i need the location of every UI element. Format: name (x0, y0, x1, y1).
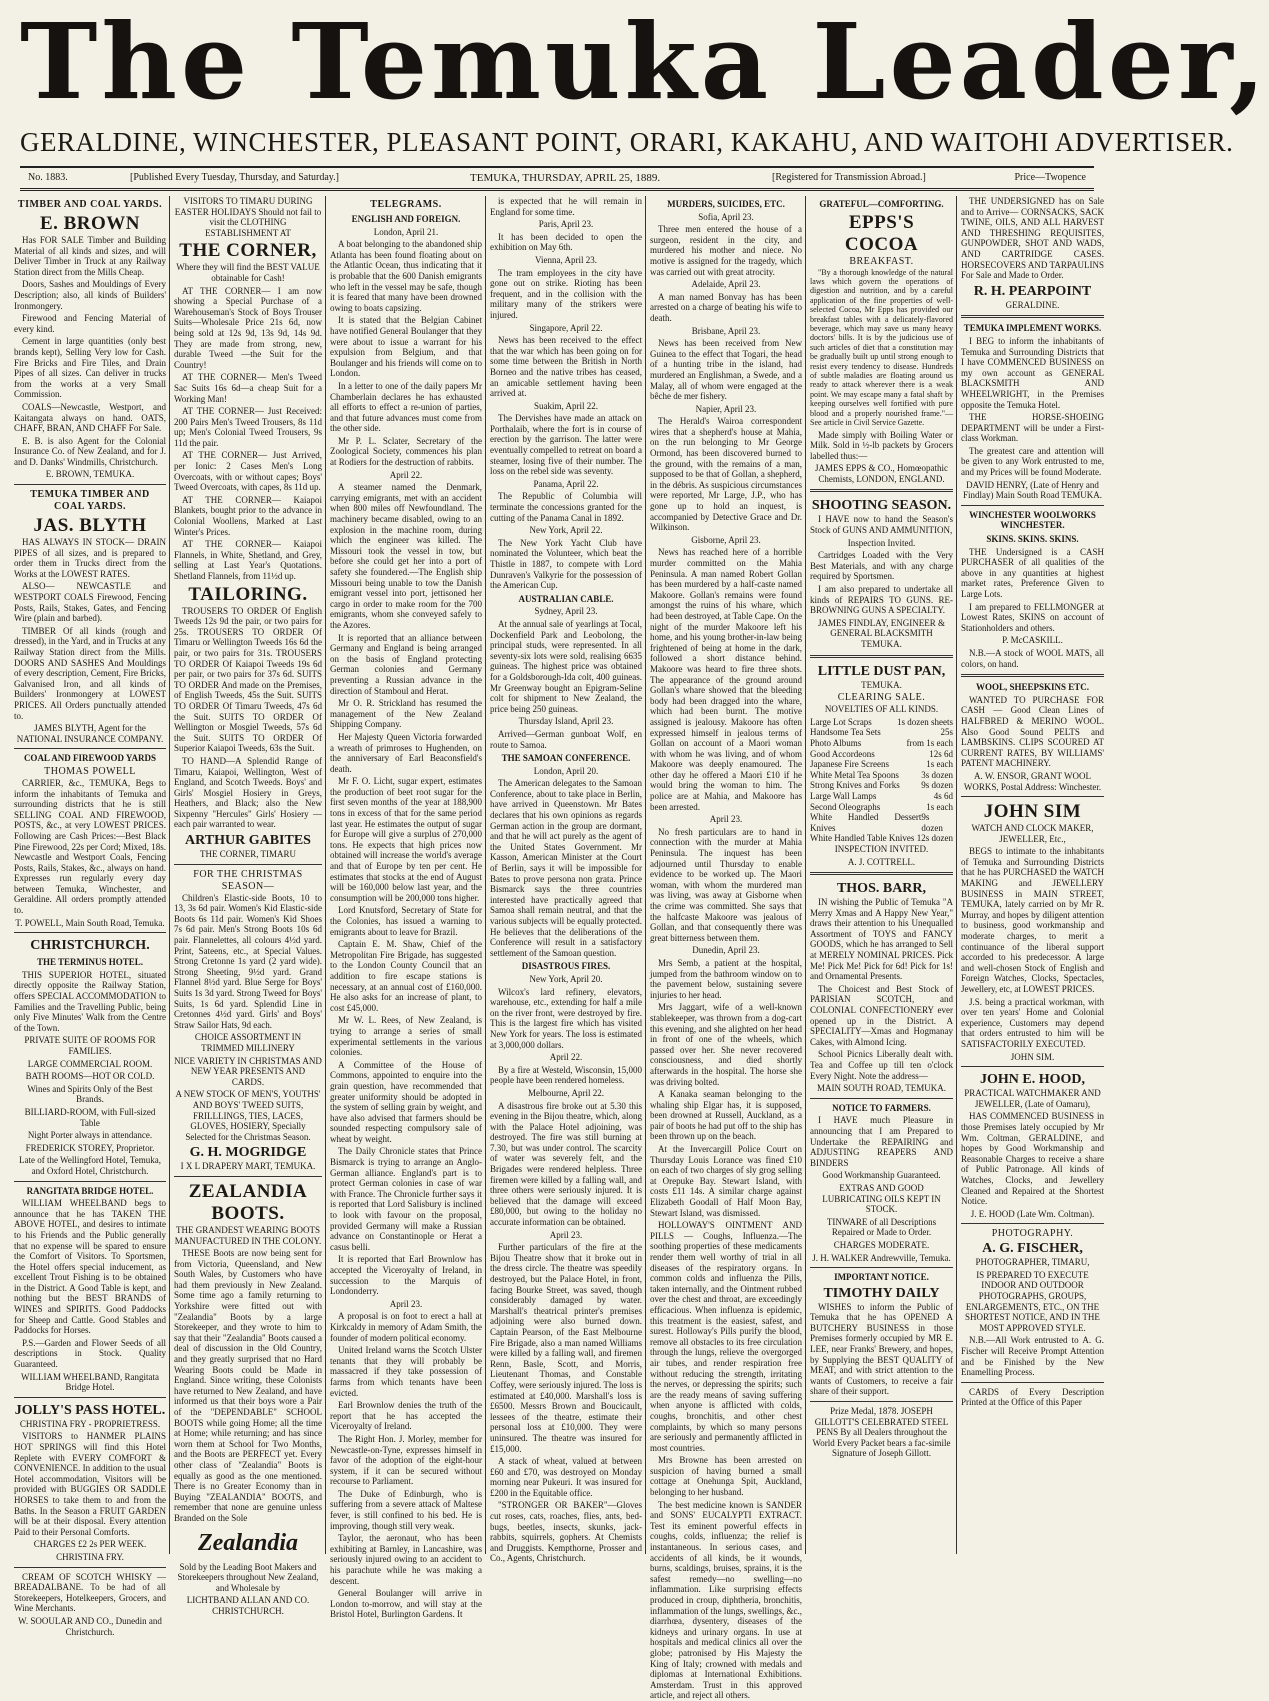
ad-text: AT THE CORNER— Just Arrived, per Ionic: 2 Cases Men's Long Overcoats, with or without capes; Boys' Tweed Overcoats, with capes, 8s 11d up. (174, 450, 322, 493)
ad-text: PHOTOGRAPHER, TIMARU, (975, 1257, 1090, 1268)
ad-text: HAS COMMENCED BUSINESS in those Premises lately occupied by Mr Wm. Coltman, GERALDINE, and hopes by Good Workmanship and Reasonable Charges to receive a share of Public Patronage. All kinds of Watches, Clocks, and Jewellery Cleaned and Repaired at the Shortest Notice. (961, 1111, 1104, 1207)
section-heading: MURDERS, SUICIDES, ETC. (667, 199, 785, 209)
masthead (0, 0, 1269, 200)
price-list-item: Photo Albums (810, 737, 862, 748)
ad-text: IS PREPARED TO EXECUTE INDOOR AND OUTDOOR PHOTOGRAPHS, GROUPS, ENLARGEMENTS, ETC., ON THE SHORTEST NOTICE, AND IN THE MOST APPROVED STYLE. (965, 1269, 1100, 1333)
dateline: Gisborne, April 23. (691, 534, 761, 545)
ad-text: AT THE CORNER— Kaiapoi Blankets, bought prior to the advance in Colonial Woollens, Marked at Last Winter's Prices. (174, 494, 322, 537)
dateline: Adelaide, April 23. (691, 279, 761, 290)
article-text: The Duke of Edinburgh, who is suffering from a severe attack of Maltese fever, is still confined to his bed. He is improving, though still very weak. (330, 1488, 482, 1531)
ad-text: VISITORS to HANMER PLAINS HOT SPRINGS will find this Hotel Replete with EVERY COMFORT & CONVENIENCE. In addition to the usual Hotel accommodation, Visitors will be provided with BUGGIES OR SADDLE HORSES to take them to and from the Baths. In the Season a FRUIT GARDEN will be at their disposal. Every attention Paid to their Personal Comforts. (14, 1431, 166, 1537)
ad-text: N.B.—All Work entrusted to A. G. Fischer will Receive Prompt Attention and be Finished by the New Enamelling Process. (961, 1335, 1104, 1378)
section-heading: DISASTROUS FIRES. (521, 961, 611, 972)
price-list-price: from 1s each (906, 737, 953, 748)
article-text: Further particulars of the fire at the Bijou Theatre show that it broke out in the dress circle. The theatre was speedily destroyed, but the Palace Hotel, in front, facing Bourke Street, was saved, though considerably damaged by water. Marshall's theatrical printer's premises adjoining were also burned down. Captain Pearson, of the East Melbourne Fire Brigade, also a man named Williams were killed by a falling wall, and firemen Renn, Basle, Scott, and Morris, Lieutenant Thomas, and Constable Coffey, were seriously injured. The loss is estimated at £40,000. Marshall's loss is £6500. Messrs Brown and Boucicault, lessees of the theatre, estimate their personal loss at £10,000. They were uninsured. The theatre was insured for £15,000. (490, 1242, 642, 1454)
column-1 (14, 196, 166, 1637)
divider (14, 1397, 166, 1398)
article-text: is expected that he will remain in England for some time. (490, 196, 642, 217)
article-text: News has reached here of a horrible murder committed on the Mahia Peninsula. A man named Robert Gollan has been murdered by a half-caste named Makoore. Gollan's remains were found amongst the ruins of his whare, which had been destroyed, at Table Cape. On the night of the murder Makoore left his home, and his young brother-in-law being frightened of being at home in the dark, followed a short distance behind. Makoore was heard to fire three shots. The appearance of the ground around Gollan's whare showed that the bleeding body had been dragged into the whare, which had been burnt. The motive assigned is jealousy. Makoore has often expressed himself in jealous terms of Gollan on account of a Maori woman with whom he was living, and of whom Makoore was deeply enamoured. The other day he offered a Maori £10 if he would bring the woman to him. The police are at Mahia, and Makoore has been arrested. (650, 547, 802, 812)
article-text: Taylor, the aeronaut, who has been exhibiting at Barnley, in Lancashire, was seriously injured owing to an accident to his parachute while he was making a descent. (330, 1533, 482, 1586)
ad-title: G. H. MOGRIDGE (189, 1145, 307, 1161)
column-7 (956, 196, 1104, 1554)
newspaper-title: The Temuka Leader, (20, 0, 1269, 123)
ad-text: A NEW STOCK OF MEN'S, YOUTHS' AND BOYS' TWEED SUITS, FRILLLINGS, TIES, LACES, GLOVES, HOSIERY, Specially Selected for the Christmas Season. (175, 1089, 321, 1142)
ad-text: PRIVATE SUITE OF ROOMS FOR FAMILIES. (24, 1035, 156, 1056)
price-list-row (810, 759, 953, 770)
ad-text: I BEG to inform the inhabitants of Temuka and Surrounding Districts that I have COMMENCED BUSINESS on my own account as GENERAL BLACKSMITH AND WHEELWRIGHT, in the Premises opposite the Temuka Hotel. (961, 335, 1104, 410)
ad-text: VISITORS TO TIMARU DURING EASTER HOLIDAYS Should not fail to visit the CLOTHING ESTABLISHMENT AT (174, 196, 322, 238)
price-list-price: 9s dozen (921, 812, 943, 833)
ad-text: CHARGES £2 2s PER WEEK. (33, 1539, 147, 1550)
ad-title: SKINS. SKINS. SKINS. (986, 534, 1079, 545)
ad-title: THOMAS POWELL (44, 765, 136, 777)
ad-text: THESE Boots are now being sent for from Victoria, Queensland, and New South Wales, by Customers who have had them previously in New Zealand. Some time ago a family returning to Yorkshire were fitted out with "Zealandia" Boots by a large Storekeeper, and they wrote to him to say that their "Zealandia" Boots caused a deal of discussion in the Old Country, and they greatly surprised that no Hard Wearing Boots could be Made in England. Since writing, these Colonists have returned to New Zealand, and have informed us that their boys wore a Pair of the "DEPENDABLE" SCHOOL BOOTS while going Home; all the time at Home; while returning; and has since worn them at School for Two Months, and the Boots are PERFECT yet. Every other class of "Zealandia" Boots is equally as good as the one mentioned. There is no Greater Economy than in Buying "ZEALANDIA" BOOTS, and remember that none are genuine unless Branded on the Sole (174, 1248, 322, 1523)
article-text: At the Invercargill Police Court on Thursday Louis Lorance was fined £10 on each of two charges of sly grog selling at Orepuke Bay. Stewart Island, with costs £11 14s. A similar charge against Elizabeth Goodall of Half Moon Bay, Stewart Island, was dismissed. (650, 1144, 802, 1218)
article-text: A boat belonging to the abandoned ship Atlanta has been found floating about on the Atlantic Ocean, thus indicating that it is probable that the 600 Danish emigrants who left in the vessel may be safe, though it is feared that many have been drowned owing to boats capsizing. (330, 239, 482, 313)
ad-signature: JAMES FINDLAY, ENGINEER & GENERAL BLACKSMITH TEMUKA. (817, 617, 945, 649)
ad-title: TEMUKA IMPLEMENT WORKS. (963, 323, 1102, 334)
price-list-item: White Metal Tea Spoons (810, 769, 899, 780)
column-6 (805, 196, 953, 1554)
ad-title: THOS. BARR, (836, 881, 927, 897)
ad-text: AT THE CORNER— I am now showing a Special Purchase of a Warehouseman's Stock of Boys Trouser Suits—Wholesale Price 21s 6d, now being sold at 12s 9d, 13s 9d, 14s 9d. They are made from strong, new, durable Tweed —the Suit for the Country! (174, 285, 322, 370)
article-text: HOLLOWAY'S OINTMENT AND PILLS — Coughs, Influenza.—The soothing properties of these medicaments render them well worthy of trial in all diseases of the respiratory organs. In common colds and influenza the Pills, taken internally, and the Ointment rubbed over the chest and throat, are exceedingly efficacious. When influenza is epidemic, this treatment is the easiest, safest, and surest. Holloway's Pills purify the blood, remove all obstacles to its free circulation through the lungs, relieve the overgorged air tubes, and render respiration free without reducing the strength, irritating the nerves, or depressing the spirits; such are the ready means of saving suffering when anyone is afflicted with colds, coughs, bronchitis, and other chest complaints, by which so many persons are seriously and permanently afflicted in most countries. (650, 1220, 802, 1453)
registration-note: [Registered for Transmission Abroad.] (772, 172, 926, 183)
ad-title: JOLLY'S PASS HOTEL. (14, 1402, 166, 1418)
ad-text: NICE VARIETY IN CHRISTMAS AND NEW YEAR PRESENTS AND CARDS. (174, 1055, 322, 1087)
ad-signature: MAIN SOUTH ROAD, TEMUKA. (816, 1083, 947, 1094)
ad-text: J.S. being a practical workman, with over ten years' Home and Colonial experience, Customers may depend that orders entrusted to him will be SATISFACTORILY EXECUTED. (961, 996, 1104, 1049)
column-2 (169, 196, 322, 1616)
article-text: Mr W. L. Rees, of New Zealand, is trying to arrange a series of small experimental settlements in the various colonies. (330, 1015, 482, 1058)
publication-schedule: [Published Every Tuesday, Thursday, and Saturday.] (130, 172, 339, 183)
ad-text: The Choicest and Best Stock of PARISIAN SCOTCH, and COLONIAL CONFECTIONERY ever opened up in the District. A SPECIALITY—Xmas and Hogmanay Cakes, with Almond Icing. (810, 983, 953, 1047)
ad-text: TINWARE of all Descriptions Repaired or Made to Order. (826, 1216, 937, 1238)
divider (174, 1176, 322, 1177)
zealandia-brand-logo: Zealandia (198, 1529, 298, 1556)
price-list-price: 12s dozen (916, 833, 953, 844)
ad-signature: J. H. WALKER Andrewville, Temuka. (812, 1252, 951, 1263)
ad-text: Doors, Sashes and Mouldings of Every Description; also, all kinds of Builders' Ironmongery. (14, 279, 166, 311)
ad-text: Wines and Spirits Only of the Best Brands. (27, 1083, 153, 1105)
price-list-item: Japanese Fire Screens (810, 759, 889, 770)
ad-text: Night Porter always in attendance. (27, 1130, 153, 1141)
ad-text: CREAM OF SCOTCH WHISKY — BREADALBANE. To be had of all Storekeepers, Hotelkeepers, Grocers, and Wine Merchants. (14, 1571, 166, 1614)
article-text: A disastrous fire broke out at 5.30 this evening in the Bijou theatre, which, along with the Palace Hotel adjoining, was destroyed. The fire was still burning at 7.30, but was under control. The scarcity of water was severely felt, and the Brigades were rendered helpless. Three firemen were killed by a falling wall, and three others were seriously injured. It is believed that the damage will exceed £80,000, but owing to the holiday no accurate information can be obtained. (490, 1100, 642, 1228)
divider (810, 489, 953, 492)
ad-heading: FOR THE CHRISTMAS SEASON— (193, 868, 303, 892)
ad-text: THE GRANDEST WEARING BOOTS MANUFACTURED IN THE COLONY. (174, 1224, 322, 1246)
article-text: Mrs Jaggart, wife of a well-known stablekeeper, was thrown from a dog-cart this evening, and she alighted on her head in front of one of the wheels, which passed over her. She never recovered consciousness, and died shortly afterwards in the hospital. The horse she was driving bolted. (650, 1002, 802, 1087)
price-list-price: 1s dozen sheets (897, 716, 953, 727)
price: Price—Twopence (1014, 172, 1086, 183)
ad-text: Children's Elastic-side Boots, 10 to 13, 3s 6d pair. Women's Kid Elastic-side Boots 6s 11d pair. Women's Kid Shoes 7s 6d pair. Men's Strong Boots 10s 6d pair. Flannelettes, all colours 4½d yard. Print, Sateens, etc., at Special Values. Strong Cretonne 1s yard (2 yard wide). Strong Sheeting, 9½d yard. Grand Flannel 8½d yard. Blue Serge for Boys' Suits 1s 3d yard. Strong Tweed for Boys' Suits, 1s 6d yard. Splendid Line in Cretonnes 4½d yard. Girls' and Boys' Straw Sailor Hats, 9d each. (174, 892, 322, 1030)
price-list-price: 4s 6d (933, 790, 953, 801)
ad-title: ARTHUR GABITES (185, 833, 311, 849)
divider (961, 505, 1104, 506)
ad-title: EPPS'S COCOA (844, 211, 919, 255)
ad-text: I HAVE now to hand the Season's Stock of GUNS AND AMMUNITION, (810, 514, 953, 536)
ad-heading: CLEARING SALE. (837, 692, 926, 704)
price-list-price: 1s each (926, 801, 953, 812)
article-text: General Boulanger will arrive in London to-morrow, and will stay at the Bristol Hotel, Burlington Gardens. It (330, 1588, 482, 1620)
ad-signature: LICHTBAND ALLAN AND CO. CHRISTCHURCH. (186, 1595, 310, 1616)
divider (14, 1567, 166, 1568)
ad-title: TAILORING. (188, 583, 308, 605)
article-text: Lord Knutsford, Secretary of State for the Colonies, has issued a warning to emigrants about to leave for Brazil. (330, 905, 482, 937)
dateline: Suakim, April 22. (533, 400, 598, 411)
divider (810, 872, 953, 875)
article-text: Mrs Browne has been arrested on suspicion of having burned a small cottage at Onehunga Spit, Auckland, belonging to her husband. (650, 1455, 802, 1498)
price-list-row (810, 717, 953, 728)
article-text: The American delegates to the Samoan Conference, about to take place in Berlin, have arrived in Queenstown. Mr Bates declares that his own opinions as regards German action in the group are dormant, and that he will act purely as the agent of the United States Government. Mr Kasson, American Minister at the Court of Berlin, says it will be impossible for Bates to prove persona non grata. Prince Bismarck says the three countries interested have practically agreed that Samoa shall remain neutral, and that the various subjects will be equally protected. He believes that the deliberations of the Conference will result in a satisfactory settlement of the Samoan question. (490, 778, 642, 958)
ad-text: I am also prepared to undertake all kinds of REPAIRS TO GUNS. RE-BROWNING GUNS A SPECIALTY. (810, 584, 953, 616)
ad-signature: JAMES EPPS & CO., Homœopathic Chemists, LONDON, ENGLAND. (814, 463, 948, 484)
dateline: Vienna, April 23. (535, 254, 597, 265)
dateline: Sofia, April 23. (698, 211, 754, 222)
ad-signature: JAMES BLYTH, Agent for the NATIONAL INSURANCE COMPANY. (16, 723, 164, 744)
article-text: At the annual sale of yearlings at Tocal, Dockenfield Park and Leobolong, the principal studs, were represented. In all seventy-six lots were sold, realising 6635 guineas. The highest price was obtained for a Goldsborough-Ida colt, 400 guineas. Mr Greenway bought an Epigram-Seline colt for shipment to New Zealand, the price being 250 guineas. (490, 618, 642, 714)
ad-text: Prize Medal, 1878. JOSEPH GILLOTT'S CELEBRATED STEEL PENS By all Dealers throughout the World Every Packet bears a fac-simile Signature of Joseph Gillott. (812, 1406, 951, 1459)
dateline: Sydney, April 23. (534, 606, 598, 617)
price-list-item: White Handled Dessert Knives (810, 812, 922, 833)
ad-text: Where they will find the BEST VALUE obtainable for Cash! (176, 262, 320, 283)
price-list-row (810, 802, 953, 813)
price-list-price: 3s dozen (921, 769, 953, 780)
divider (14, 484, 166, 485)
article-text: The tram employees in the city have gone out on strike. Rioting has been frequent, and in the collision with the military many of the strikers were injured. (490, 267, 642, 320)
price-list-price: 25s (940, 727, 953, 738)
ad-text: NOVELTIES OF ALL KINDS. (824, 704, 939, 715)
ad-text: IN wishing the Public of Temuka "A Merry Xmas and A Happy New Year," draws their attention to his Unequalled Assortment of TOYS and FANCY GOODS, which he has arranged to Sell at MERELY NOMINAL PRICES. Pick Me! Pick Me! Pick for 6d! Pick for 1s! and Ornamental Presents. (810, 897, 953, 982)
article-text: A proposal is on foot to erect a hall at Kirkcaldy in memory of Adam Smith, the founder of modern political economy. (330, 1311, 482, 1343)
ad-signature: JOHN SIM. (1010, 1051, 1055, 1062)
price-list (810, 717, 953, 844)
article-text: The Herald's Wairoa correspondent wires that a shepherd's house at Mahia, on the run belonging to Mr George Ormond, has been discovered burned to the ground, with the remains of a man, supposed to be that of Gollan, a shepherd, in the débris. As suspicious circumstances were reported, Mr Large, J.P., who has gone up to hold an inquest, is accompanied by Detective Grace and Dr. Wilkinson. (650, 416, 802, 533)
article-text: Mrs Semb, a patient at the hospital, jumped from the bathroom window on to the pavement below, sustaining severe injuries to her head. (650, 957, 802, 1000)
divider (961, 1382, 1104, 1383)
ad-heading: TIMBER AND COAL YARDS. (17, 199, 163, 210)
article-text: Mr P. L. Sclater, Secretary of the Zoological Society, commences his plan at Rodiers for the destruction of rabbits. (330, 435, 482, 468)
article-text: By a fire at Westeld, Wisconsin, 15,000 people have been rendered homeless. (490, 1064, 642, 1086)
ad-signature: WILLIAM WHEELBAND, Rangitata Bridge Hotel. (20, 1371, 160, 1393)
ad-text: THE HORSE-SHOEING DEPARTMENT will be under a First-class Workman. (961, 412, 1104, 444)
article-text: Earl Brownlow denies the truth of the report that he has accepted the Viceroyalty of Ireland. (330, 1400, 482, 1432)
divider (810, 1401, 953, 1402)
ad-text: INSPECTION INVITED. (834, 843, 929, 854)
section-heading: AUSTRALIAN CABLE. (518, 593, 614, 604)
ad-title: CHRISTCHURCH. (30, 938, 150, 954)
column-4 (485, 196, 642, 1564)
ad-text: P.S.—Garden and Flower Seeds of all descriptions in Stock. Quality Guaranteed. (14, 1337, 166, 1370)
ad-signature: A. J. COTTRELL. (847, 856, 916, 867)
ad-text: Has FOR SALE Timber and Building Material of all kinds and sizes, and will Deliver Timber in Truck at any Railway Station direct from the Mills Cheap. (14, 235, 166, 277)
ad-title: R. H. PEARPOINT (973, 283, 1092, 299)
ad-signature: E. BROWN, TEMUKA. (45, 469, 135, 480)
ad-title: WOOL, SHEEPSKINS ETC. (975, 682, 1090, 693)
ad-title: ZEALANDIA BOOTS. (188, 1180, 308, 1224)
ad-text: AT THE CORNER— Kaiapoi Flannels, in White, Shetland, and Grey, selling at Last Year's Quotations. Shetland Flannels, from 11½d up. (174, 539, 322, 581)
dateline: London, April 20. (533, 765, 599, 776)
dateline: April 23. (389, 1298, 423, 1309)
article-text: It has been decided to open the exhibition on May 6th. (490, 231, 642, 253)
ad-text: LARGE COMMERCIAL ROOM. (27, 1058, 153, 1069)
ad-text: THE Undersigned is a CASH PURCHASER of all qualities of the above in any quantities at highest market rates, Preference Given to Large Lots. (961, 546, 1104, 599)
ad-text: AT THE CORNER— Men's Tweed Sac Suits 16s 6d—a cheap Suit for a Working Man! (174, 372, 322, 404)
ad-text: WATCH AND CLOCK MAKER, JEWELLER, Etc., (971, 823, 1094, 844)
article-text: It is reported that an alliance between Germany and England is being arranged on the basis of England protecting German colonies and Germany preventing a Russian advance in the direction of Stamboul and Herat. (330, 632, 482, 696)
price-list-row (810, 738, 953, 749)
ad-signature: CHRISTINA FRY. (56, 1551, 124, 1562)
price-list-item: Large Wall Lamps (810, 790, 877, 801)
ad-text: HAS ALWAYS IN STOCK— DRAIN PIPES of all sizes, and is prepared to order them in Trucks direct from the Works at the LOWEST RATES. (14, 537, 166, 579)
article-text: The Republic of Columbia will terminate the concessions granted for the cutting of the Panama Canal in 1892. (490, 491, 642, 523)
ad-text: Firewood and Fencing Material of every kind. (14, 313, 166, 334)
dateline: Brisbane, April 23. (691, 325, 761, 336)
article-text: Mr O. R. Strickland has resumed the management of the New Zealand Shipping Company. (330, 698, 482, 730)
ad-text: Made simply with Boiling Water or Milk. Sold in ½-lb packets by Grocers labelled thus:— (810, 429, 953, 461)
ad-text: COALS—Newcastle, Westport, and Kaitangata always on hand. OATS, CHAFF, BRAN, AND CHAFF For Sale. (14, 401, 166, 434)
article-text: A man named Bonvay has has been arrested on a charge of beating his wife to death. (650, 291, 802, 323)
divider (961, 1223, 1104, 1224)
price-list-row (810, 770, 953, 781)
article-text: A stack of wheat, valued at between £60 and £70, was destroyed on Monday morning near Pukeuri. It was insured for £200 in the Equitable office. (490, 1456, 642, 1498)
divider (961, 1066, 1104, 1067)
ad-text: EXTRAS AND GOOD LUBRICATING OILS KEPT IN STOCK. (822, 1182, 941, 1215)
article-text: The Daily Chronicle states that Prince Bismarck is trying to arrange an Anglo-German alliance. England's part is to protect German colonies in case of war with France. The Chronicle further says it is reported that Lord Salisbury is inclined to look with favour on the proposal, provided Germany will make a Russian advance on Constantinople or Herat a casus belli. (330, 1146, 482, 1252)
ad-signature: A. W. ENSOR, GRANT WOOL WORKS, Postal Address: Winchester. (963, 770, 1102, 792)
article-text: No fresh particulars are to hand in connection with the murder at Mahia Peninsula. The inquest has been adjourned until Thursday to enable evidence to be worked up. The Maori woman, with whom the murdered man was living, was away at Gisborne when the crime was committed. She says that the halfcaste Makoore was jealous of Gollan, and that consequently there was great bitterness between them. (650, 826, 802, 943)
ad-text: THE UNDERSIGNED has on Sale and to Arrive— CORNSACKS, SACK TWINE, OILS, AND ALL HARVEST AND THRESHING REQUISITES, GUNPOWDER, SHOT AND WADS, AND CARTRIDGE CASES. HORSECOVERS AND TARPAULINS For Sale and Made to Order. (961, 196, 1104, 281)
article-text: Wilcox's lard refinery, elevators, warehouse, etc., extending for half a mile on the river front, were destroyed by fire. This is the largest fire which has visited New York for years. The loss is estimated at 3,000,000 dollars. (490, 986, 642, 1050)
ad-title: SHOOTING SEASON. (811, 498, 952, 514)
article-text: Mr F. O. Licht, sugar expert, estimates the production of beet root sugar for the first seven months of the year at 188,900 tons in excess of that for the same period last year. He estimates the output of sugar for Europe will give a surplus of 270,000 tons. He expects that high prices now obtained will increase the world's average and that of Europe by ten per cent. He estimates that stocks at the end of August will be 160,000 below last year, and the consumption will be 200,000 tons higher. (330, 776, 482, 903)
price-list-item: White Handled Table Knives (810, 833, 915, 844)
divider (810, 1267, 953, 1268)
divider (14, 748, 166, 749)
article-text: It is reported that Earl Brownlow has accepted the Viceroyalty of Ireland, in succession to the Marquis of Londonderry. (330, 1254, 482, 1297)
divider (961, 315, 1104, 318)
ad-text: Sold by the Leading Boot Makers and Storekeepers throughout New Zealand, and Wholesale by (177, 1561, 319, 1593)
article-text: The best medicine known is SANDER and SONS' EUCALYPTI EXTRACT. Test its eminent powerful effects in coughs, colds, influenza; the relief is instantaneous. In serious cases, and accidents of all kinds, be it wounds, burns, scaldings, bruises, sprains, it is the safest remedy—no swelling—no inflammation. Like surprising effects produced in croup, diphtheria, bronchitis, inflammation of the lungs, swellings, &c., diarrhœa, dysentery, diseases of the kidneys and urinary organs. In use at hospitals and medical clinics all over the globe; patronised by His Majesty the King of Italy; crowned with medals and diplomas at International Exhibitions. Amsterdam. Trust in this approved article, and reject all others. (650, 1499, 802, 1701)
ad-text: TROUSERS TO ORDER Of English Tweeds 12s 9d the pair, or two pairs for 25s. TROUSERS TO ORDER Of Timaru or Wellington Tweeds 16s 6d the pair, or two pairs for 31s. TROUSERS TO ORDER Of Kaiapoi Tweeds 19s 6d per pair, or two pairs for 37s 6d. SUITS TO ORDER And made on the Premises, of English Tweeds, 45s the Suit. SUITS TO ORDER Of Timaru Tweeds, 47s 6d the Suit. SUITS TO ORDER Of Wellington or Mosgiel Tweeds, 57s 6d the Suit. SUITS TO ORDER Of Superior Kaiapoi Tweeds, 63s the Suit. (174, 605, 322, 754)
ad-text: TEMUKA. (861, 679, 902, 690)
price-list-item: Second Oleographs (810, 801, 881, 812)
ad-heading: NOTICE TO FARMERS. (832, 1102, 931, 1113)
dateline: New York, April 20. (529, 973, 603, 984)
ad-title: JOHN E. HOOD, (979, 1072, 1085, 1088)
price-list-item: Handsome Tea Sets (810, 727, 881, 738)
ad-text: The greatest care and attention will be given to any Work entrusted to me, and my Prices will be found Moderate. (961, 445, 1104, 478)
ad-signature: T. POWELL, Main South Road, Temuka. (15, 917, 165, 928)
ad-text: Good Workmanship Guaranteed. (822, 1170, 941, 1181)
ad-text: Late of the Wellingford Hotel, Temuka, and Oxford Hotel, Christchurch. (18, 1155, 162, 1176)
article-text: A Committee of the House of Commons, appointed to enquire into the grain question, have recommended that greater uniformity should be adopted in the system of selling grain by weight, and have also advised that farmers should be sounded respecting compulsory sale of wheat by weight. (330, 1059, 482, 1144)
dateline: Napier, April 23. (695, 403, 757, 414)
ad-text: School Picnics Liberally dealt with. Tea and Coffee up till ten o'clock Every Night. Note the address— (810, 1049, 953, 1081)
issue-number: No. 1883. (28, 172, 68, 183)
ad-text: Inspection Invited. (847, 537, 916, 548)
issue-date: TEMUKA, THURSDAY, APRIL 25, 1889. (470, 172, 661, 184)
price-list-row (810, 780, 953, 791)
dateline: Melbourne, April 22. (528, 1087, 604, 1098)
price-list-item: Strong Knives and Forks (810, 780, 900, 791)
column-3 (325, 196, 482, 1620)
dateline: April 22. (389, 469, 423, 480)
ad-heading: PHOTOGRAPHY. (991, 1228, 1074, 1240)
dateline: New York, April 22. (529, 525, 603, 536)
ad-signature: I X L DRAPERY MART, TEMUKA. (180, 1161, 316, 1172)
dateline: April 23. (549, 1229, 583, 1240)
price-list-item: Large Lot Scraps (810, 716, 872, 727)
ad-text: AT THE CORNER— Just Received: 200 Pairs Men's Tweed Trousers, 8s 11d up; Men's Colonial Tweed Trousers, 9s 11d the pair. (174, 406, 322, 448)
ad-heading: THE TERMINUS HOTEL. (36, 957, 144, 968)
ad-text: THIS SUPERIOR HOTEL, situated directly opposite the Railway Station, offers SPECIAL ACCOMMODATION to Families and the Travelling Public, being only Five Minutes' Walk from the Centre of the Town. (14, 969, 166, 1033)
dateline (20, 166, 1094, 191)
section-subheading: ENGLISH AND FOREIGN. (351, 214, 461, 224)
dateline: Singapore, April 22. (529, 322, 603, 333)
divider (810, 655, 953, 658)
ad-text: "By a thorough knowledge of the natural laws which govern the operations of digestion and nutrition, and by a careful application of the fine properties of well-selected Cocoa, Mr Epps has provided our breakfast tables with a delicately-flavored beverage, which may save us many heavy doctors' bills. It is by the judicious use of such articles of diet that a constitution may be gradually built up until strong enough to resist every tendency to disease. Hundreds of subtle maladies are floating around us ready to attack wherever there is a weak point. We may escape many a fatal shaft by keeping ourselves well fortified with pure blood and a properly nourished frame."—See article in Civil Service Gazette. (810, 267, 953, 428)
price-list-row (810, 791, 953, 802)
article-text: Her Majesty Queen Victoria forwarded a wreath of primroses to Hughenden, on the anniversary of Earl Beaconsfield's death. (330, 731, 482, 774)
ad-signature: J. E. HOOD (Late Wm. Coltman). (970, 1208, 1095, 1219)
ad-text: TO HAND—A Splendid Range of Timaru, Kaiapoi, Wellington, West of England, and Scotch Tweeds. Boys' and Girls' Mosgiel Hosiery in Greys, Heathers, and Black; also the New Sixpenny "Hercules" Girls' Hosiery —each pair warranted to wear. (174, 755, 322, 830)
ad-heading: IMPORTANT NOTICE. (834, 1272, 929, 1283)
ad-text: WANTED TO PURCHASE FOR CASH — Good Clean Lines of HALFBRED & MERINO WOOL. Also Good Sound PELTS and LAMBSKINS. CLIPS SCOURED AT CURRENT RATES, BY WILLIAMS' PATENT MACHINERY. (961, 694, 1104, 769)
ad-signature: THE CORNER, TIMARU (199, 849, 297, 860)
article-text: Three men entered the house of a surgeon, resident in the city, and murdered his mother and niece. No motive is assigned for the tragedy, which was carried out with great atrocity. (650, 224, 802, 277)
price-list-price: 12s 6d (929, 748, 953, 759)
ad-text: E. B. is also Agent for the Colonial Insurance Co. of New Zealand, and for J. and D. Danks' Windmills, Christchurch. (14, 435, 166, 467)
ad-text: CARDS of Every Description Printed at the Office of this Paper (961, 1386, 1104, 1408)
ad-text: N.B.—A stock of WOOL MATS, all colors, on hand. (961, 647, 1104, 669)
article-text: United Ireland warns the Scotch Ulster tenants that they will probably be massacred if they take possession of farms from which tenants have been evicted. (330, 1345, 482, 1398)
dateline: Panama, April 22. (533, 478, 599, 489)
ad-text: Cartridges Loaded with the Very Best Materials, and with any charge required by Sportsmen. (810, 550, 953, 582)
dateline: Dunedin, April 23. (692, 945, 760, 956)
ad-text: CHRISTINA FRY - PROPRIETRESS. (19, 1418, 161, 1429)
ad-title: E. BROWN (39, 213, 141, 234)
divider (810, 1098, 953, 1099)
price-list-price: 1s each (926, 759, 953, 770)
ad-heading: BREAKFAST. (849, 255, 914, 267)
ad-heading: COAL AND FIREWOOD YARDS (23, 753, 157, 764)
ad-text: Cement in large quantities (only best brands kept), Selling Very low for Cash. Fire Bricks and Fire Tiles, and Drain Pipes of all sizes. Can deliver in trucks from the works at a very Small Commission. (14, 336, 166, 400)
article-text: "STRONGER OR BAKER"—Gloves cut roses, cats, roaches, flies, ants, bed-bugs, beetles, insects, skunks, jack-rabbits, squirrels, gophers. At Chemists and Druggists. Kempthorne, Prosser and Co., Agents, Christchurch. (490, 1500, 642, 1564)
ad-text: WISHES to inform the Public of Temuka that he has OPENED A BUTCHERY BUSINESS in those Premises formerly occupied by MR E. LEE, near Franks' Brewery, and hopes, by Supplying the BEST QUALITY of MEAT, and with strict attention to the wants of Customers, to receive a fair share of their support. (810, 1301, 953, 1397)
newspaper-subtitle: GERALDINE, WINCHESTER, PLEASANT POINT, ORARI, KAKAHU, AND WAITOHI ADVERTISER. (20, 127, 1234, 157)
ad-heading: GRATEFUL—COMFORTING. (819, 199, 944, 209)
price-list-row (810, 727, 953, 738)
article-text: Captain E. M. Shaw, Chief of the Metropolitan Fire Brigade, has suggested to the London County Council that an addition to fire escape stations is necessary, at an annual cost of £160,000. He also asks for an increase of plant, to cost £45,000. (330, 939, 482, 1013)
article-text: It is stated that the Belgian Cabinet have notified General Boulanger that they were about to issue a warrant for his expulsion from Belgium, and that Boulanger and his friends will come on to London. (330, 315, 482, 379)
ad-heading: WINCHESTER WOOLWORKS WINCHESTER. (969, 509, 1096, 531)
price-list-item: Good Accordeons (810, 748, 875, 759)
ad-text: BEGS to intimate to the inhabitants of Temuka and Surrounding Districts that he has PURCHASED the WATCH MAKING and JEWELLERY BUSINESS in MAIN STREET, TEMUKA, lately carried on by Mr R. Murray, and hopes by diligent attention to business, good workmanship and moderate charges, to merit a continuance of the liberal support accorded to his predecessor. A large and well-chosen Stock of English and Foreign Watches, Clocks, Spectacles, Jewellery, etc, at LOWEST PRICES. (961, 846, 1104, 994)
ad-text: CHARGES MODERATE. (833, 1239, 930, 1250)
article-text: The Right Hon. J. Morley, member for Newcastle-on-Tyne, expresses himself in favor of the adoption of the eight-hour system, if it can be secured without recourse to Parliament. (330, 1433, 482, 1487)
ad-text: I am prepared to FELLMONGER at Lowest Rates, SKINS on account of Stationholders and others. (961, 601, 1104, 633)
ad-title: JAS. BLYTH (33, 515, 147, 537)
ad-text: I HAVE much Pleasure in announcing that I am Prepared to Undertake the REPAIRING and ADJUSTING REAPERS AND BINDERS (810, 1115, 953, 1168)
article-text: Arrived—German gunboat Wolf, en route to Samoa. (490, 728, 642, 750)
ad-signature: FREDERICK STOREY, Proprietor. (25, 1142, 155, 1153)
article-text: News has been received from New Guinea to the effect that Togari, the head of a hunting tribe in the island, had murdered an Englishman, a Swede, and a Malay, all of whom were engaged at the bêche de mer fishery. (650, 338, 802, 402)
ad-text: CARRIER, &c., TEMUKA, Begs to inform the inhabitants of Temuka and surrounding districts that he is still SELLING COAL AND FIREWOOD, POSTS, &c., at very LOWEST PRICES. Following are Cash Prices:—Best Black Pine Firewood, 22s per Cord; Mixed, 18s. Newcastle and Westport Coals, Fencing Posts, Rails, Stakes, &c., always on hand. Expresses run regularly every day between Temuka, Winchester, and Geraldine. All orders promptly attended to. (14, 777, 166, 916)
column-5 (645, 196, 802, 1701)
ad-text: ALSO— NEWCASTLE and WESTPORT COALS Firewood, Fencing Posts, Rails, Stakes, Gates, and Fencing Wire (plain and barbed). (14, 581, 166, 624)
dateline: Thursday Island, April 23. (518, 716, 614, 727)
dateline: Paris, April 23. (538, 219, 594, 230)
price-list-price: 9s dozen (921, 780, 953, 791)
price-list-row (810, 833, 953, 844)
article-text: The Dervishes have made an attack on Porthalaib, where the fort is in course of erection by the garrison. The latter were eventually compelled to retreat on board a steamer, losing five of their number. The loss on the rebel side was seventy. (490, 413, 642, 477)
ad-signature: P. McCASKILL. (1002, 635, 1063, 646)
section-heading: TELEGRAMS. (370, 199, 442, 210)
ad-heading: RANGITATA BRIDGE HOTEL. (26, 1185, 154, 1196)
ad-text: BATH ROOMS—HOT OR COLD. (25, 1071, 155, 1082)
divider (14, 1181, 166, 1182)
ad-text: PRACTICAL WATCHMAKER AND JEWELLER, (Late of Oamaru), (964, 1088, 1101, 1109)
ad-text: BILLIARD-ROOM, with Full-sized Table (24, 1106, 156, 1128)
ad-heading: TEMUKA TIMBER AND COAL YARDS. (30, 489, 150, 513)
ad-title: JOHN SIM (983, 801, 1082, 823)
divider (14, 932, 166, 933)
ad-signature: GERALDINE. (1005, 299, 1060, 310)
section-heading: THE SAMOAN CONFERENCE. (501, 753, 631, 764)
price-list-row (810, 812, 953, 833)
article-text: A steamer named the Denmark, carrying emigrants, met with an accident when 800 miles off Newfoundland. The machinery became disabled, owing to an explosion in the machine room, during which the engineer was killed. The Missouri took the vessel in tow, but before she could get her into a port of safety she foundered.—The English ship Missouri being unable to tow the Danish emigrant vessel into port, jettisoned her cargo in order to make room for the 700 emigrants, whom she conveyed safely to the Azores. (330, 482, 482, 630)
divider (174, 864, 322, 865)
dateline: April 23. (709, 814, 743, 825)
ad-title: TIMOTHY DAILY (823, 1285, 940, 1301)
ad-signature: W. SOOULAR AND CO., Dunedin and Christchurch. (18, 1615, 162, 1637)
divider (961, 796, 1104, 797)
article-text: A Kanaka seaman belonging to the whaling ship Elgar has, it is supposed, been drowned at Russell, Auckland, as a pair of boots he had put off to the ship has been thrown up on the beach. (650, 1089, 802, 1142)
ad-signature: DAVID HENRY, (Late of Henry and Findlay) Main South Road TEMUKA. (962, 479, 1103, 501)
dateline: London, April 21. (373, 226, 439, 237)
divider (961, 674, 1104, 677)
ad-text: TIMBER Of all kinds (rough and dressed), in the Yard, and in Trucks at any Railway Station direct from the Mills. DOORS AND SASHES And Mouldings of every description, Cement, Fire Bricks, Galvanised Iron, and all kinds of Builders' Ironmongery at LOWEST PRICES. All Orders punctually attended to. (14, 625, 166, 721)
ad-text: CHOICE ASSORTMENT IN TRIMMED MILLINERY (194, 1032, 302, 1053)
ad-title: A. G. FISCHER, (982, 1241, 1083, 1257)
ad-title: LITTLE DUST PAN, (817, 663, 946, 679)
price-list-row (810, 749, 953, 760)
article-text: In a letter to one of the daily papers Mr Chamberlain declares he has exhausted all efforts to effect a re-union of parties, and that future advances must come from the other side. (330, 380, 482, 434)
article-text: The New York Yacht Club have nominated the Volunteer, which beat the Thistle in 1887, to compete with Lord Dunraven's Valkyrie for the possession of the American Cup. (490, 537, 642, 591)
dateline: April 22. (549, 1052, 583, 1063)
ad-text: WILLIAM WHEELBAND begs to announce that he has TAKEN THE ABOVE HOTEL, and desires to intimate to his Friends and the Public generally that no expense will be spared to ensure the Comfort of Visitors. To Sportsmen, the Hotel offers special inducement, as excellent Trout Fishing is to be obtained in the District. A Good Table is kept, and nothing but the BEST BRANDS of WINES and SPIRITS. Good Paddocks for Sheep and Cattle. Good Stables and Paddocks for Horses. (14, 1198, 166, 1336)
columns (14, 196, 1104, 1701)
ad-title: THE CORNER, (179, 240, 317, 262)
article-text: News has been received to the effect that the war which has been going on for some time between the British in North Borneo and the native tribes has ceased, an amicable settlement having been arrived at. (490, 335, 642, 399)
